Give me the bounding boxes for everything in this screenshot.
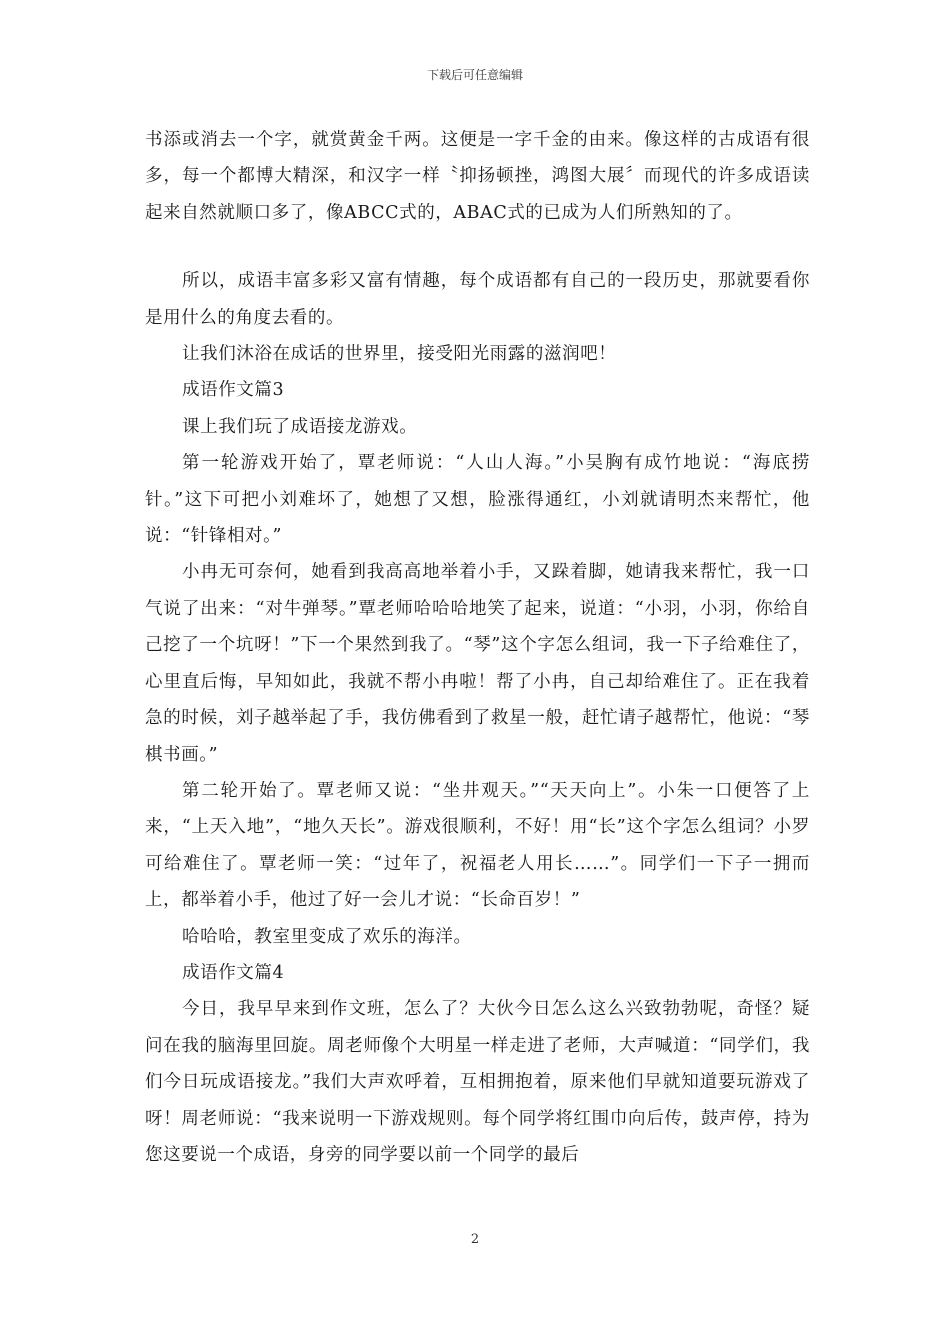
paragraph: 第一轮游戏开始了，覃老师说：“人山人海。”小吴胸有成竹地说：“海底捞针。”这下可把小刘难坏了，她想了又想，脸涨得通红，小刘就请明杰来帮忙，他说：“针锋相对。” <box>145 453 810 547</box>
section-heading: 成语作文篇3 <box>182 380 285 401</box>
paragraph: 让我们沐浴在成话的世界里，接受阳光雨露的滋润吧！ <box>182 344 617 365</box>
paragraph: 哈哈哈，教室里变成了欢乐的海洋。 <box>182 926 472 947</box>
paragraph: 第二轮开始了。覃老师又说：“坐井观天。”“天天向上”。小朱一口便答了上来，“上天入地”，“地久天长”。游戏很顺利，不好！用“长”这个字怎么组词？小罗可给难住了。覃老师一笑：“过年了，祝福老人用长……”。同学们一下子一拥而上，都举着小手，他过了好一会儿才说：“长命百岁！” <box>145 780 810 911</box>
section-heading: 成语作文篇4 <box>182 962 285 983</box>
paragraph: 课上我们玩了成语接龙游戏。 <box>182 416 418 437</box>
paragraph: 所以，成语丰富多彩又富有情趣，每个成语都有自己的一段历史，那就要看你是用什么的角度去看的。 <box>145 271 810 328</box>
page-header: 下载后可任意编辑 <box>426 68 523 82</box>
document-body <box>145 122 810 1173</box>
paragraph: 书添或消去一个字，就赏黄金千两。这便是一字千金的由来。像这样的古成语有很多，每一个都博大精深，和汉字一样〝抑扬顿挫，鸿图大展〞而现代的许多成语读起来自然就顺口多了，像ABCC式的，ABAC式的已成为人们所熟知的了。 <box>145 130 810 223</box>
paragraph: 小冉无可奈何，她看到我高高地举着小手，又跺着脚，她请我来帮忙，我一口气说了出来：“对牛弹琴。”覃老师哈哈哈地笑了起来，说道：“小羽，小羽，你给自己挖了一个坑呀！”下一个果然到我了。“琴”这个字怎么组词，我一下子给难住了，心里直后悔，早知如此，我就不帮小冉啦！帮了小冉，自己却给难住了。正在我着急的时候，刘子越举起了手，我仿佛看到了救星一般，赶忙请子越帮忙，他说：“琴棋书画。” <box>145 562 810 765</box>
paragraph: 今日，我早早来到作文班，怎么了？大伙今日怎么这么兴致勃勃呢，奇怪？疑问在我的脑海里回旋。周老师像个大明星一样走进了老师，大声喊道：“同学们，我们今日玩成语接龙。”我们大声欢呼着，互相拥抱着，原来他们早就知道要玩游戏了呀！周老师说：“我来说明一下游戏规则。每个同学将红围巾向后传，鼓声停，持为您这要说一个成语，身旁的同学要以前一个同学的最后 <box>145 999 810 1165</box>
page-number: 2 <box>470 1232 480 1247</box>
